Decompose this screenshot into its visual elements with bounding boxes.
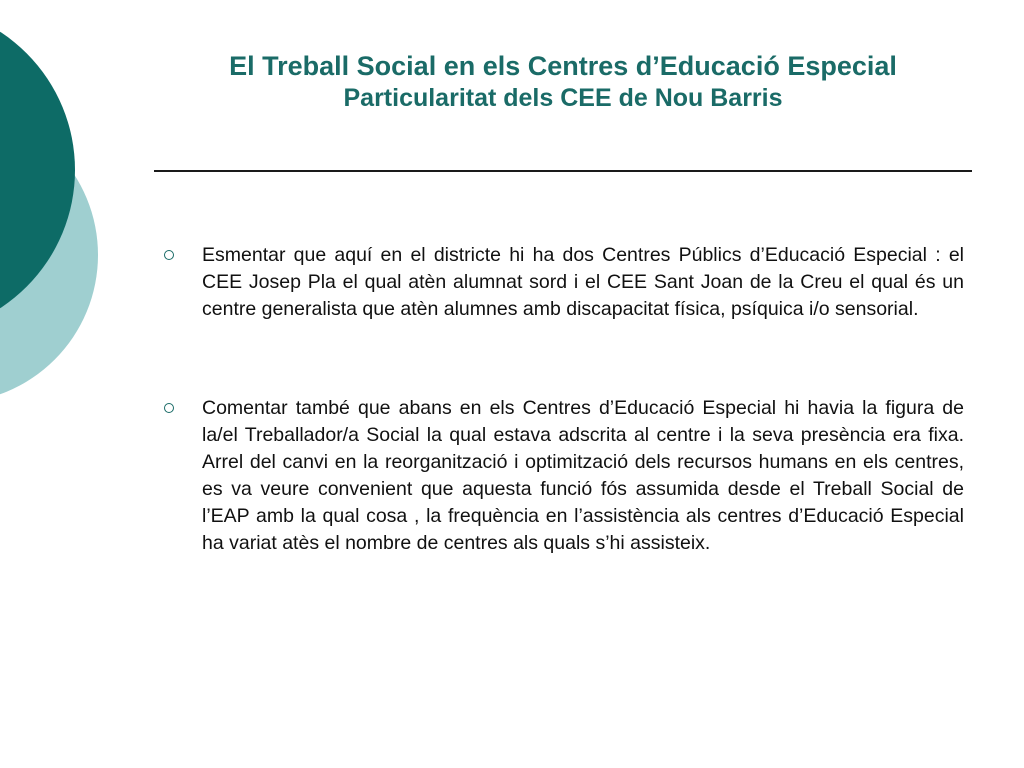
bullet-item [160,242,964,323]
hollow-circle-bullet-icon [164,403,174,413]
hollow-circle-bullet-icon [164,250,174,260]
bullet-list [160,242,964,557]
title-block [150,50,976,114]
slide-subtitle: Particularitat dels CEE de Nou Barris [343,84,783,112]
bullet-text: Comentar també que abans en els Centres d’Educació Especial hi havia la figura de la/el Treballador/a Social la qual estava adscrita al centre i la seva presència era fixa. Arrel del canvi en la reorganització i optimització dels recursos humans en els centres, es va veure convenient que aquesta funció fós assumida desde el Treball Social de l’EAP amb la qual cosa , la frequència en l’assistència als centres d’Educació Especial ha variat atès el nombre de centres als quals s’hi assisteix. [202,397,964,554]
slide-title: El Treball Social en els Centres d’Educació Especial [229,51,897,81]
bullet-item [160,395,964,557]
decorative-circles [0,0,120,420]
bullet-text: Esmentar que aquí en el districte hi ha dos Centres Públics d’Educació Especial : el CEE Josep Pla el qual atèn alumnat sord i el CEE Sant Joan de la Creu el qual és un centre generalista que atèn alumnes amb discapacitat física, psíquica i/o sensorial. [202,244,964,320]
title-divider [154,170,972,172]
